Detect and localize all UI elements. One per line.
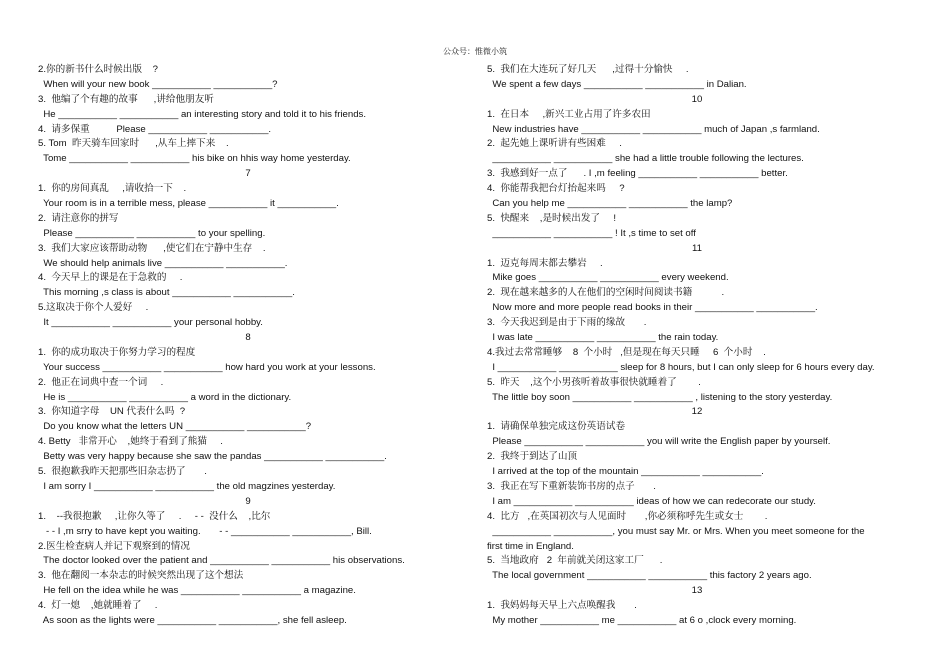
left-column-line: 4. Betty 非常开心 ,她终于看到了熊猫 . [38, 436, 223, 448]
left-column-line: Your success ___________ ___________ how hard you work at your lessons. [38, 361, 376, 373]
left-column-line: Betty was very happy because she saw the pandas ___________ ___________. [38, 451, 387, 463]
right-column-line: 4. 比方 ,在英国初次与人见面时 ,你必须称呼先生或女士 . [487, 510, 768, 522]
left-column-line: 3. 你知道字母 UN 代表什么吗 ? [38, 406, 186, 418]
right-column-line: I am ___________ ___________ ideas of how we can redecorate our study. [487, 495, 816, 507]
right-column-line: I ___________ ___________ sleep for 8 hours, but I can only sleep for 6 hours every day. [487, 361, 875, 373]
right-column-line: first time in England. [487, 540, 574, 552]
left-column-line: 1. --我很抱歉 ,让你久等了 . - - 没什么 ,比尔 [38, 510, 271, 522]
right-column-line: New industries have ___________ ___________ much of Japan ,s farmland. [487, 123, 820, 135]
right-column-line: 3. 我正在写下重新装饰书房的点子 . [487, 480, 656, 492]
left-column-line: He ___________ ___________ an interesting story and told it to his friends. [38, 108, 367, 120]
section-number: 9 [245, 495, 251, 507]
right-column-line: 2. 现在越来越多的人在他们的空闲时间阅读书籍 . [487, 287, 725, 299]
left-column-line: Do you know what the letters UN ___________ ___________? [38, 421, 312, 433]
left-column-line: 1. 你的房间真乱 ,请收拾一下 . [38, 183, 187, 195]
right-column-line: 1. 我妈妈每天早上六点唤醒我 . [487, 600, 637, 612]
left-column-line: He is ___________ ___________ a word in the dictionary. [38, 391, 292, 403]
right-column-line: ___________ ___________ ! It ,s time to set off [487, 227, 696, 239]
right-column-line: 3. 今天我迟到是由于下雨的缘故 . [487, 317, 647, 329]
section-number: 8 [245, 332, 251, 344]
left-column-line: 5. 很抱歉我昨天把那些旧杂志扔了 . [38, 466, 207, 478]
left-column-line: 5.这取决于你个人爱好 . [38, 302, 149, 314]
left-column-line: Tome ___________ ___________ his bike on hhis way home yesterday. [38, 153, 351, 165]
left-column-line: We should help animals live ___________ ___________. [38, 257, 288, 269]
right-column-line: 5. 昨天 ,这个小男孩听着故事很快就睡着了 . [487, 376, 701, 388]
left-column-line: 4. 今天早上的课是在于急救的 . [38, 272, 183, 284]
left-column-line: 4. 请多保重 Please ___________ ___________. [38, 123, 272, 135]
right-column-line: Now more and more people read books in their ___________ ___________. [487, 302, 818, 314]
left-column-line: 2.医生检查病人并记下观察到的情况 [38, 540, 190, 552]
section-number: 10 [691, 93, 703, 105]
left-column-line: This morning ,s class is about ___________ ___________. [38, 287, 295, 299]
right-column-line: 4.我过去常常睡够 8 个小时 ,但是现在每天只睡 6 个小时 . [487, 346, 766, 358]
right-column-line: 1. 在日本 ,新兴工业占用了许多农田 [487, 108, 651, 120]
right-column-line: 3. 我感到好一点了 . I ,m feeling ___________ ___________ better. [487, 168, 788, 180]
left-column-line: 3. 他在翻阅一本杂志的时候突然出现了这个想法 [38, 570, 244, 582]
right-column-line: 1. 迈克每周末都去攀岩 . [487, 257, 603, 269]
right-column-line: ___________ ___________, you must say Mr. or Mrs. When you meet someone for the [487, 525, 865, 537]
left-column-line: - - I ,m srry to have kept you waiting. - - ___________ ___________, Bill. [38, 525, 372, 537]
page-header: 公众号：惟微小筑 [443, 47, 507, 56]
right-column-line: Can you help me ___________ ___________ the lamp? [487, 198, 733, 210]
left-column-line: I am sorry I ___________ ___________ the old magzines yesterday. [38, 480, 336, 492]
left-column-line: Your room is in a terrible mess, please ___________ it ___________. [38, 198, 339, 210]
right-column-line: The local government ___________ ___________ this factory 2 years ago. [487, 570, 812, 582]
left-column-line: When will your new book ___________ ___________? [38, 78, 278, 90]
right-column-line: 5. 我们在大连玩了好几天 ,过得十分愉快 . [487, 64, 689, 75]
left-column-line: 1. 你的成功取决于你努力学习的程度 [38, 346, 196, 358]
right-column-line: 4. 你能帮我把台灯抬起来吗 ? [487, 183, 625, 195]
left-column-line: 3. 他编了个有趣的故事 ,讲给他朋友听 [38, 93, 214, 105]
right-column-line: 5. 当地政府 2 年前就关闭这家工厂 . [487, 555, 663, 567]
right-column-line: Mike goes ___________ ___________ every weekend. [487, 272, 729, 284]
right-column-line: 2. 我终于到达了山顶 [487, 451, 578, 463]
left-column-line: 2.你的新书什么时候出版 ? [38, 64, 158, 75]
left-column-line: As soon as the lights were ___________ ___________, she fell asleep. [38, 614, 347, 626]
right-column-line: We spent a few days ___________ ___________ in Dalian. [487, 78, 747, 90]
left-column-line: The doctor looked over the patient and ___________ ___________ his observations. [38, 555, 405, 567]
right-column-line: I arrived at the top of the mountain ___________ ___________. [487, 466, 764, 478]
left-column-line: It ___________ ___________ your personal hobby. [38, 317, 263, 329]
left-column-line: He fell on the idea while he was ___________ ___________ a magazine. [38, 585, 356, 597]
section-number: 11 [692, 242, 702, 254]
right-column-line: The little boy soon ___________ ___________ , listening to the story yesterday. [487, 391, 833, 403]
right-column-line: My mother ___________ me ___________ at 6 o ,clock every morning. [487, 614, 797, 626]
right-column-line: 1. 请确保单独完成这份英语试卷 [487, 421, 626, 433]
right-column [487, 63, 907, 629]
right-column-line: ___________ ___________ she had a little trouble following the lectures. [487, 153, 804, 165]
right-column-line: 2. 起先她上课听讲有些困难 . [487, 138, 622, 150]
left-column-line: 2. 请注意你的拼写 [38, 212, 119, 224]
section-number: 13 [691, 585, 703, 597]
right-column-line: I was late ___________ ___________ the rain today. [487, 332, 719, 344]
left-column [38, 63, 458, 629]
section-number: 7 [245, 168, 251, 180]
section-number: 12 [691, 406, 703, 418]
left-column-line: 2. 他正在词典中查一个词 . [38, 376, 164, 388]
left-column-line: 3. 我们大家应该帮助动物 ,使它们在宁静中生存 . [38, 242, 266, 254]
left-column-line: Please ___________ ___________ to your spelling. [38, 227, 266, 239]
right-column-line: 5. 快醒来 ,是时候出发了 ! [487, 212, 616, 224]
right-column-line: Please ___________ ___________ you will write the English paper by yourself. [487, 436, 831, 448]
left-column-line: 4. 灯一熄 ,她就睡着了 . [38, 600, 158, 612]
left-column-line: 5. Tom 昨天骑车回家时 ,从车上摔下来 . [38, 138, 229, 150]
